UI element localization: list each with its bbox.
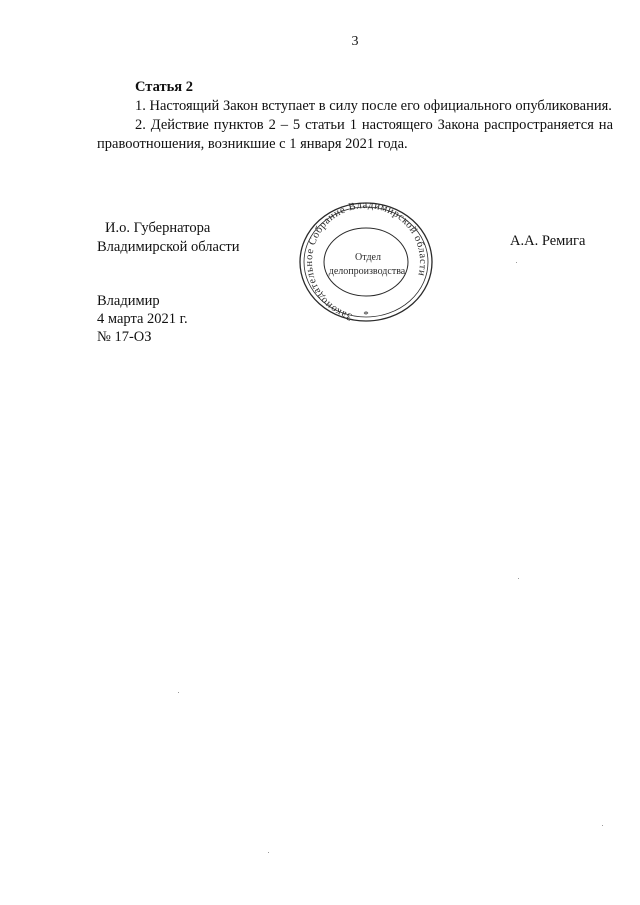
article-title: Статья 2	[135, 79, 193, 95]
seal-outer-text: Законодательное Собрание Владимирской области	[303, 200, 429, 323]
signatory-name: А.А. Ремига	[510, 233, 586, 249]
article-paragraph-1: 1. Настоящий Закон вступает в силу после его официального опубликования.	[135, 98, 612, 114]
issuance-date: 4 марта 2021 г.	[97, 311, 188, 327]
signatory-title-line-1: И.о. Губернатора	[105, 220, 211, 236]
seal-star: *	[363, 309, 369, 321]
official-seal-stamp	[296, 200, 436, 324]
issuance-number: № 17-ОЗ	[97, 329, 152, 345]
scan-speck	[178, 692, 179, 693]
issuance-block	[97, 292, 188, 346]
signatory-title-line-2: Владимирской области	[97, 239, 240, 255]
article-paragraph-2: 2. Действие пунктов 2 – 5 статьи 1 настоящего Закона распространяется на правоотношения, возникшие с 1 января 2021 года.	[97, 117, 613, 152]
scan-speck	[602, 825, 603, 826]
issuance-city: Владимир	[97, 293, 160, 309]
scan-speck	[516, 262, 517, 263]
seal-inner-line-2: делопроизводства	[328, 266, 406, 277]
article-2	[97, 78, 613, 154]
page-number: 3	[351, 34, 359, 49]
scan-speck	[268, 852, 269, 853]
signatory-title	[97, 219, 240, 257]
seal-inner-line-1: Отдел	[355, 252, 381, 263]
scan-speck	[518, 578, 519, 579]
